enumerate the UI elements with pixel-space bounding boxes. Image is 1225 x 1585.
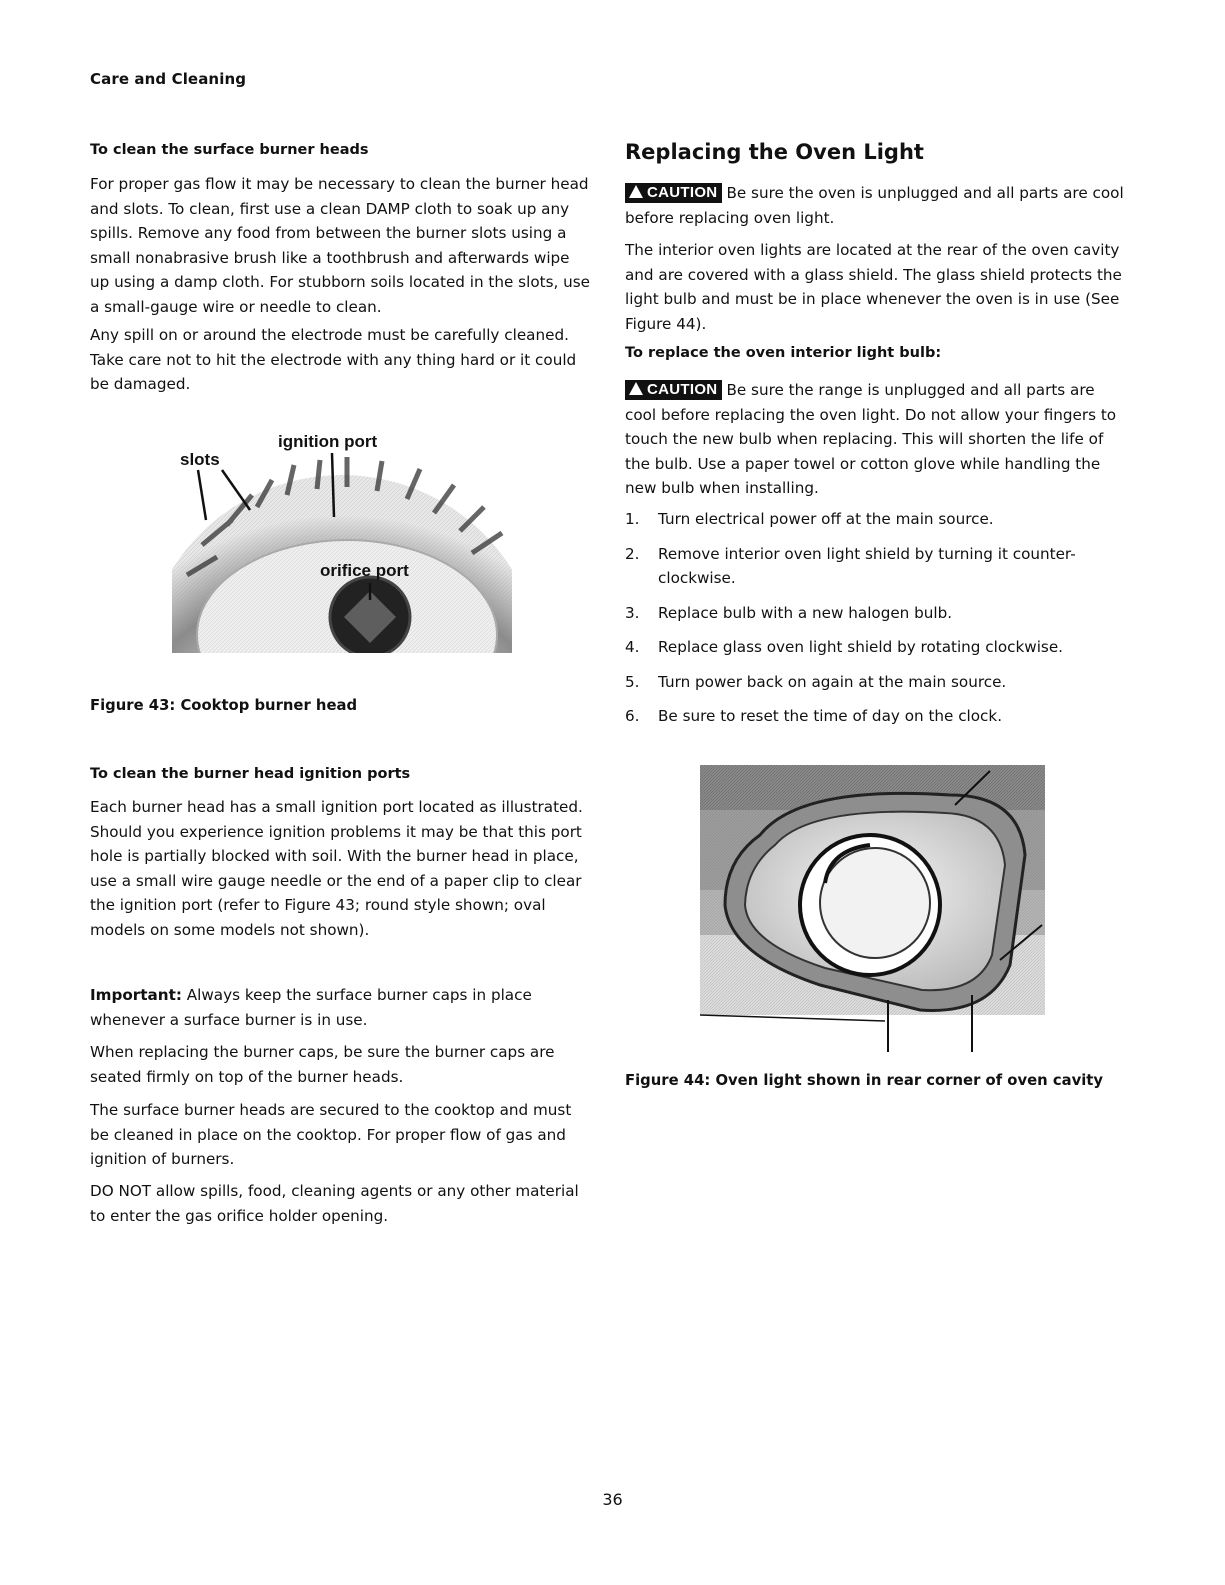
subheading-surface-burner-heads: To clean the surface burner heads bbox=[90, 142, 369, 158]
label-orifice-port: orifice port bbox=[320, 561, 409, 580]
important-text: Always keep the surface burner caps in place whenever a surface burner is in use. bbox=[90, 986, 532, 1029]
label-ignition-port: ignition port bbox=[278, 432, 378, 451]
figure-43-burner-head bbox=[172, 425, 512, 653]
list-item: 5. Turn power back on again at the main source. bbox=[625, 672, 1007, 691]
paragraph-proper-gas-flow: For proper gas flow it may be necessary to clean the burner head and slots. To clean, first use a clean DAMP cloth to soak up any spills. Remove any food from between the burner slots using a small nonabrasive brush like a toothbrush and afterwards wipe up using a damp cloth. For stubborn soils located in the slots, use a small-gauge wire or needle to clean. bbox=[90, 175, 591, 316]
subheading-replace-bulb: To replace the oven interior light bulb: bbox=[625, 345, 942, 361]
figure-44-caption: Figure 44: Oven light shown in rear corner of oven cavity bbox=[625, 1072, 1104, 1089]
caution-paragraph-2 bbox=[625, 378, 1125, 501]
figure-44-oven-light bbox=[700, 765, 1045, 1055]
paragraph-replacing-caps: When replacing the burner caps, be sure the burner caps are seated firmly on top of the burner heads. bbox=[90, 1043, 555, 1086]
paragraph-interior-oven-lights: The interior oven lights are located at the rear of the oven cavity and are covered with a glass shield. The glass shield protects the light bulb and must be in place whenever the oven is in use (See Figure 44). bbox=[625, 241, 1122, 333]
oven-light-illustration bbox=[700, 765, 1045, 1055]
figure-43-caption: Figure 43: Cooktop burner head bbox=[90, 697, 358, 714]
warning-triangle-icon bbox=[629, 382, 643, 395]
paragraph-burner-heads-secured: The surface burner heads are secured to the cooktop and must be cleaned in place on the cooktop. For proper flow of gas and ignition of burners. bbox=[90, 1101, 572, 1168]
burner-head-illustration bbox=[172, 425, 512, 653]
caution-text-2: Be sure the range is unplugged and all parts are cool before replacing the oven light. Do not allow your fingers to touch the new bulb when replacing. This will shorten the life of the bulb. Use a paper towel or cotton glove while handling the new bulb when installing. bbox=[625, 381, 1117, 497]
list-item: 2. Remove interior oven light shield by turning it counter-clockwise. bbox=[625, 544, 1076, 587]
page-title-oven-light: Replacing the Oven Light bbox=[625, 140, 924, 164]
page-number: 36 bbox=[602, 1490, 623, 1509]
section-header: Care and Cleaning bbox=[90, 70, 247, 88]
subheading-ignition-ports: To clean the burner head ignition ports bbox=[90, 766, 411, 782]
paragraph-electrode-spill: Any spill on or around the electrode must be carefully cleaned. Take care not to hit the electrode with any thing hard or it could be damaged. bbox=[90, 326, 577, 393]
label-slots: slots bbox=[180, 450, 220, 469]
list-item: 6. Be sure to reset the time of day on the clock. bbox=[625, 707, 1003, 725]
warning-triangle-icon bbox=[629, 185, 643, 198]
list-item: 1. Turn electrical power off at the main source. bbox=[625, 510, 994, 528]
paragraph-ignition-port: Each burner head has a small ignition port located as illustrated. Should you experience ignition problems it may be that this port hole is partially blocked with soil. With the burner head in place, use a small wire gauge needle or the end of a paper clip to clear the ignition port (refer to Figure 43; round style shown; oval models on some models not shown). bbox=[90, 798, 583, 939]
list-item: 4. Replace glass oven light shield by rotating clockwise. bbox=[625, 638, 1063, 656]
caution-badge: CAUTION bbox=[625, 183, 722, 203]
paragraph-important bbox=[90, 983, 590, 1032]
caution-text-1: Be sure the oven is unplugged and all parts are cool before replacing oven light. bbox=[625, 184, 1124, 227]
important-label: Important: bbox=[90, 986, 182, 1004]
list-item: 3. Replace bulb with a new halogen bulb. bbox=[625, 603, 953, 622]
paragraph-do-not-allow: DO NOT allow spills, food, cleaning agents or any other material to enter the gas orifice holder opening. bbox=[90, 1182, 579, 1225]
caution-badge: CAUTION bbox=[625, 380, 722, 400]
caution-paragraph-1 bbox=[625, 181, 1125, 230]
replacement-steps-list bbox=[625, 507, 1125, 739]
